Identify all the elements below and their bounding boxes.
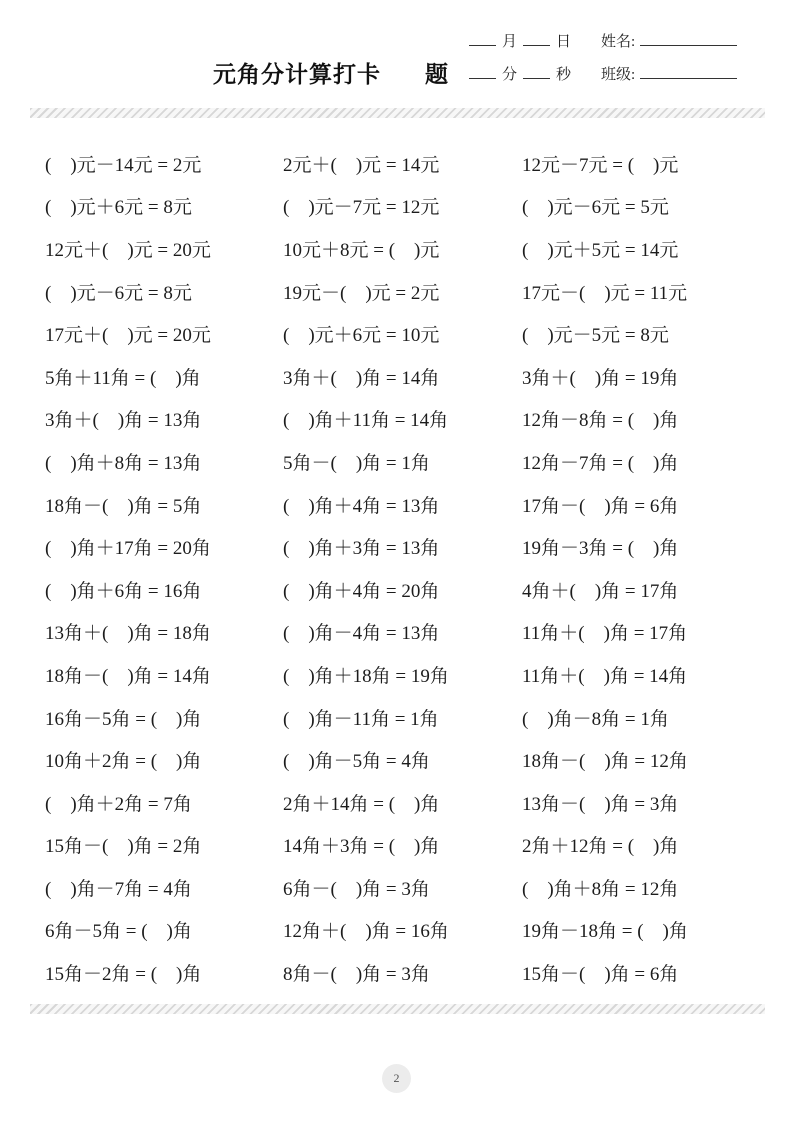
problem: 15角－2角 = ( )角 [45, 964, 202, 986]
problem: 6角－( )角 = 3角 [283, 878, 430, 900]
problem: ( )角＋4角 = 13角 [283, 495, 440, 517]
title-count-suffix: 题 [425, 61, 449, 87]
problem: 19角－3角 = ( )角 [522, 538, 679, 560]
problem: ( )元－6元 = 5元 [522, 197, 669, 219]
problem: ( )角＋4角 = 20角 [283, 580, 440, 602]
problem: 11角＋( )角 = 14角 [522, 665, 688, 687]
problem: ( )角＋8角 = 13角 [45, 452, 202, 474]
day-label: 日 [556, 34, 572, 50]
problem: ( )角＋3角 = 13角 [283, 538, 440, 560]
problem: ( )元＋6元 = 8元 [45, 197, 192, 219]
class-blank-line [640, 64, 737, 79]
problem: 2元＋( )元 = 14元 [283, 154, 440, 176]
problem: 2角＋12角 = ( )角 [522, 836, 679, 858]
problem: 18角－( )角 = 5角 [45, 495, 202, 517]
problem: 12角－8角 = ( )角 [522, 410, 679, 432]
problem: 15角－( )角 = 2角 [45, 836, 202, 858]
problem: 3角＋( )角 = 14角 [283, 367, 440, 389]
header-fields [463, 30, 737, 96]
problem: 12角－7角 = ( )角 [522, 452, 679, 474]
problem: 17元＋( )元 = 20元 [45, 325, 211, 347]
problem: ( )角＋18角 = 19角 [283, 665, 449, 687]
problem: ( )角－4角 = 13角 [283, 623, 440, 645]
minute-label: 分 [502, 67, 518, 83]
minute-blank-line [469, 64, 496, 79]
problem: ( )元＋6元 = 10元 [283, 325, 440, 347]
problem: 10角＋2角 = ( )角 [45, 751, 202, 773]
problem: 18角－( )角 = 14角 [45, 665, 211, 687]
problem: 5角＋11角 = ( )角 [45, 367, 201, 389]
problem: ( )角－11角 = 1角 [283, 708, 439, 730]
problem: 3角＋( )角 = 13角 [45, 410, 202, 432]
problem: ( )角＋8角 = 12角 [522, 878, 679, 900]
month-blank-line [469, 31, 496, 46]
worksheet-title: 元角分计算打卡 [213, 61, 381, 87]
page-number-badge [382, 1064, 411, 1093]
problem: ( )角－7角 = 4角 [45, 878, 192, 900]
name-label: 姓名: [601, 34, 636, 50]
problem: 12角＋( )角 = 16角 [283, 921, 449, 943]
problem: 2角＋14角 = ( )角 [283, 793, 440, 815]
problem: ( )角－8角 = 1角 [522, 708, 669, 730]
time-class-row [463, 63, 737, 86]
problem: ( )元－5元 = 8元 [522, 325, 669, 347]
problem: 19元－( )元 = 2元 [283, 282, 440, 304]
problem: 17元－( )元 = 11元 [522, 282, 688, 304]
problem: 12元＋( )元 = 20元 [45, 239, 211, 261]
problem: 15角－( )角 = 6角 [522, 964, 679, 986]
problem: 8角－( )角 = 3角 [283, 964, 430, 986]
problem: 11角＋( )角 = 17角 [522, 623, 688, 645]
problem: 13角－( )角 = 3角 [522, 793, 679, 815]
name-blank-line [640, 31, 737, 46]
class-label: 班级: [601, 67, 636, 83]
bottom-hatch-divider [30, 1004, 765, 1014]
problem: ( )元－7元 = 12元 [283, 197, 440, 219]
month-label: 月 [502, 34, 518, 50]
problem: ( )角＋17角 = 20角 [45, 538, 211, 560]
problem: 5角－( )角 = 1角 [283, 452, 430, 474]
problem: ( )元－14元 = 2元 [45, 154, 202, 176]
problem: 6角－5角 = ( )角 [45, 921, 192, 943]
problem: ( )元＋5元 = 14元 [522, 239, 679, 261]
problem: ( )角＋2角 = 7角 [45, 793, 192, 815]
problem: 17角－( )角 = 6角 [522, 495, 679, 517]
day-blank-line [523, 31, 550, 46]
problem: 10元＋8元 = ( )元 [283, 239, 440, 261]
second-label: 秒 [556, 67, 572, 83]
problems-grid [45, 144, 768, 996]
problem: 19角－18角 = ( )角 [522, 921, 688, 943]
problem: ( )元－6元 = 8元 [45, 282, 192, 304]
problem: 14角＋3角 = ( )角 [283, 836, 440, 858]
problem: 12元－7元 = ( )元 [522, 154, 679, 176]
page-number: 2 [393, 1071, 400, 1085]
second-blank-line [523, 64, 550, 79]
problem: ( )角＋11角 = 14角 [283, 410, 449, 432]
problem: 16角－5角 = ( )角 [45, 708, 202, 730]
problem: 18角－( )角 = 12角 [522, 751, 688, 773]
top-hatch-divider [30, 108, 765, 118]
date-name-row [463, 30, 737, 53]
problem: 3角＋( )角 = 19角 [522, 367, 679, 389]
problem: 13角＋( )角 = 18角 [45, 623, 211, 645]
problem: ( )角＋6角 = 16角 [45, 580, 202, 602]
problem: ( )角－5角 = 4角 [283, 751, 430, 773]
page-title [213, 56, 449, 89]
problem: 4角＋( )角 = 17角 [522, 580, 679, 602]
